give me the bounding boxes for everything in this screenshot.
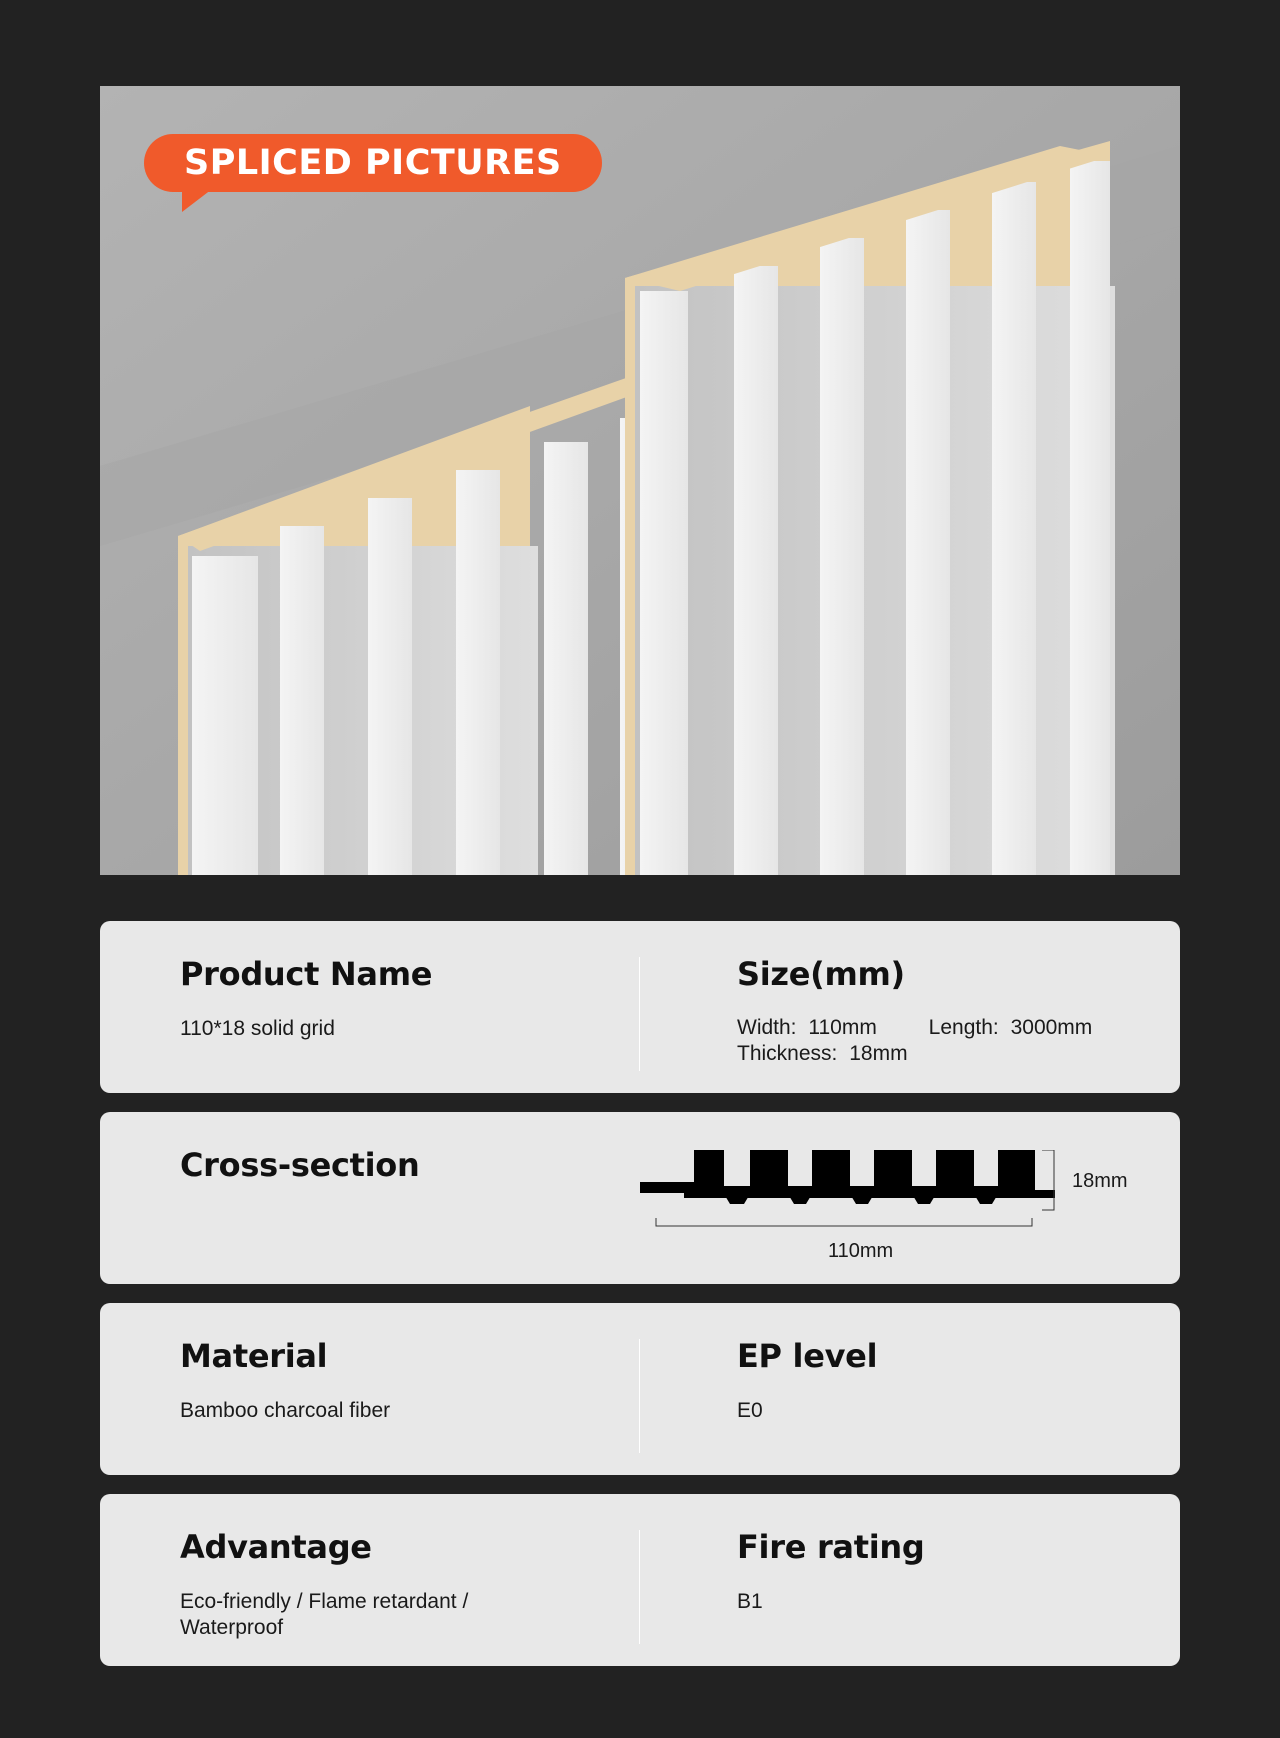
size-section bbox=[737, 921, 1157, 1093]
product-name-section bbox=[180, 921, 620, 1093]
card-divider bbox=[639, 1339, 640, 1453]
product-info-card bbox=[100, 921, 1180, 1093]
thickness-value: 18mm bbox=[849, 1042, 908, 1065]
length-value: 3000mm bbox=[1010, 1016, 1093, 1039]
cross-section-title: Cross-section bbox=[180, 1146, 420, 1184]
width-label: Width: bbox=[737, 1016, 797, 1039]
cross-section-section bbox=[180, 1112, 620, 1284]
width-dimension-line bbox=[656, 1218, 1032, 1226]
thickness-label: Thickness: bbox=[737, 1042, 838, 1065]
advantage-value-line1: Eco-friendly / Flame retardant / bbox=[180, 1590, 469, 1613]
size-row-1 bbox=[737, 1016, 1092, 1040]
advantage-card bbox=[100, 1494, 1180, 1666]
width-value: 110mm bbox=[808, 1016, 877, 1039]
fire-rating-value: B1 bbox=[737, 1590, 763, 1613]
material-section bbox=[180, 1303, 620, 1475]
advantage-value bbox=[180, 1589, 468, 1641]
material-card bbox=[100, 1303, 1180, 1475]
ep-level-section bbox=[737, 1303, 1157, 1475]
size-row-2 bbox=[737, 1042, 908, 1066]
product-name-value: 110*18 solid grid bbox=[180, 1017, 335, 1040]
ep-level-value: E0 bbox=[737, 1399, 763, 1422]
height-dimension-line bbox=[1042, 1150, 1054, 1210]
advantage-section bbox=[180, 1494, 620, 1666]
cross-section-diagram bbox=[640, 1150, 1060, 1250]
spliced-pictures-badge: SPLICED PICTURES bbox=[144, 134, 602, 192]
fire-rating-title: Fire rating bbox=[737, 1528, 925, 1566]
badge-tail-shape bbox=[182, 186, 216, 212]
card-divider bbox=[639, 1530, 640, 1644]
length-label: Length: bbox=[928, 1016, 999, 1039]
material-title: Material bbox=[180, 1337, 328, 1375]
cross-section-height-label: 18mm bbox=[1072, 1170, 1128, 1192]
size-title: Size(mm) bbox=[737, 955, 905, 993]
product-hero-image bbox=[100, 86, 1180, 875]
product-name-title: Product Name bbox=[180, 955, 433, 993]
card-divider bbox=[639, 957, 640, 1071]
profile-shape bbox=[640, 1150, 1055, 1198]
cross-section-width-label: 110mm bbox=[828, 1240, 894, 1262]
wall-panel-render bbox=[100, 86, 1180, 875]
fire-rating-section bbox=[737, 1494, 1157, 1666]
advantage-title: Advantage bbox=[180, 1528, 372, 1566]
advantage-value-line2: Waterproof bbox=[180, 1616, 284, 1639]
material-value: Bamboo charcoal fiber bbox=[180, 1399, 391, 1422]
ep-level-title: EP level bbox=[737, 1337, 878, 1375]
cross-section-card bbox=[100, 1112, 1180, 1284]
